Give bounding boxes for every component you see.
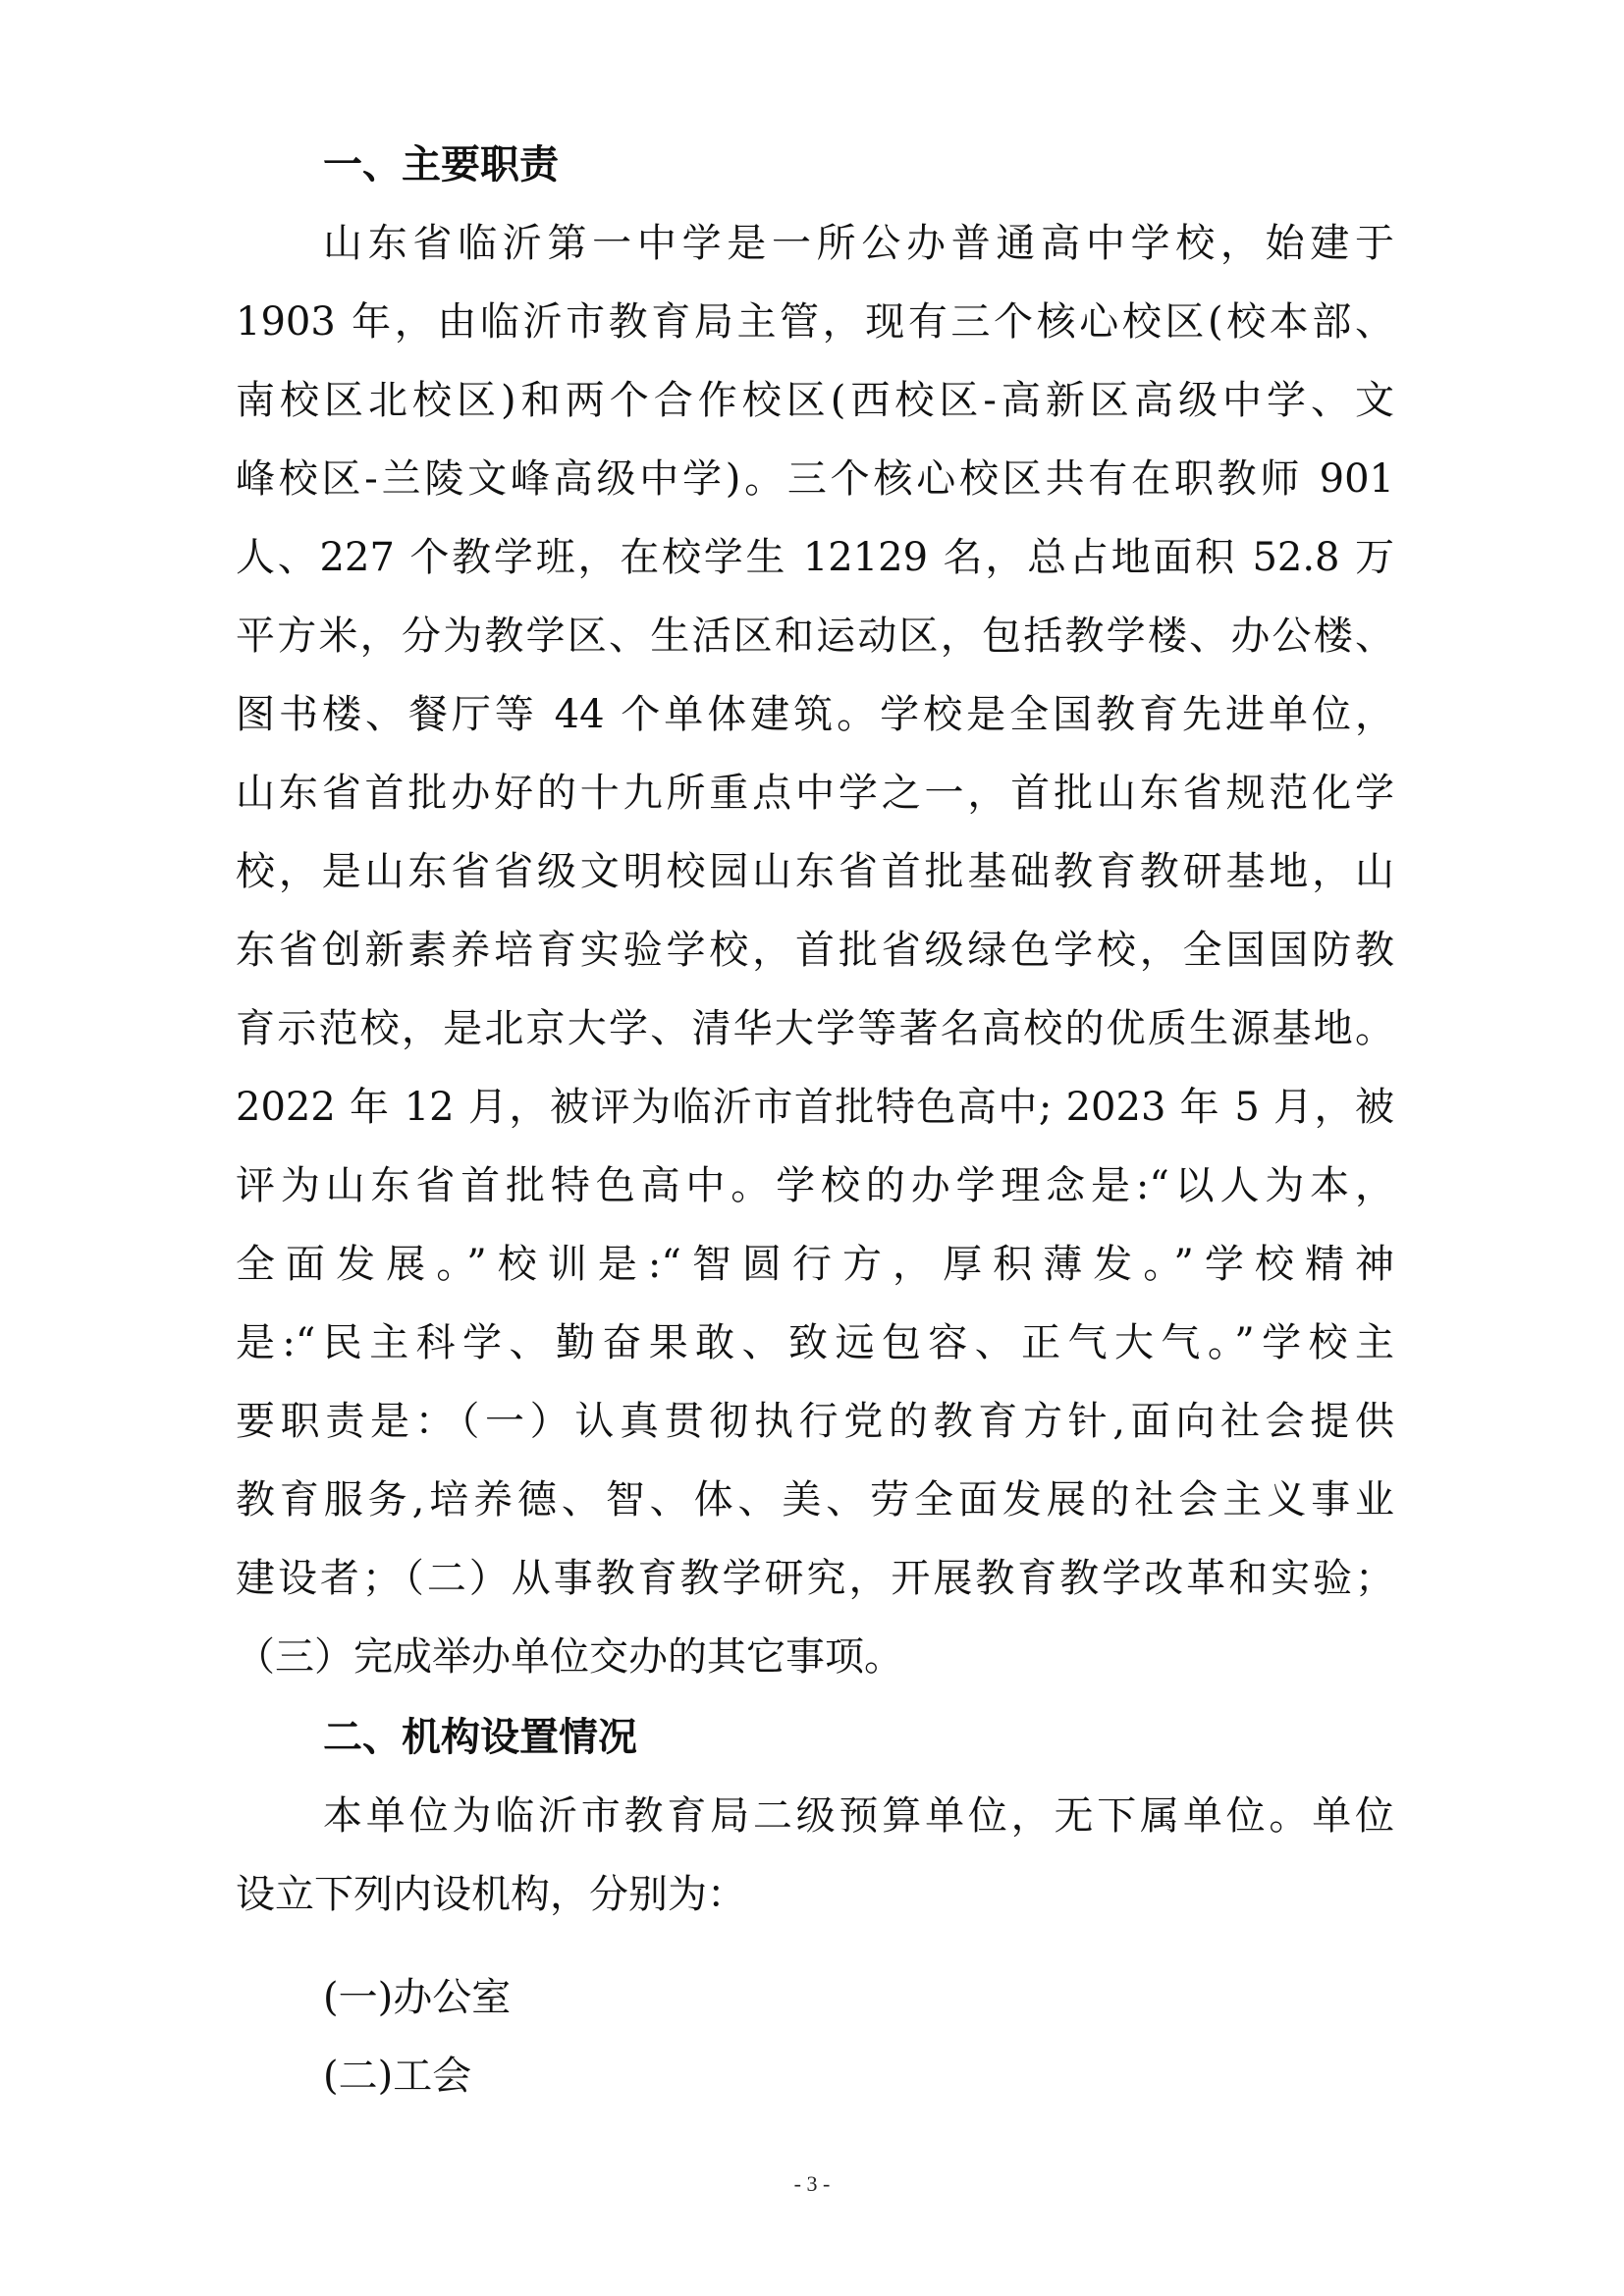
section-heading-organization: 二、机构设置情况 <box>323 1715 637 1760</box>
paragraph-line: 1903 年，由临沂市教育局主管，现有三个核心校区(校本部、 <box>236 299 1394 345</box>
list-item-union: (二)工会 <box>323 2054 472 2099</box>
section-body-main-duties <box>236 204 1394 1696</box>
section-body-organization <box>236 1777 1394 1934</box>
paragraph-line: 峰校区-兰陵文峰高级中学)。三个核心校区共有在职教师 901 <box>236 456 1394 502</box>
paragraph-line: 是:“民主科学、勤奋果敢、致远包容、正气大气。”学校主 <box>236 1320 1394 1365</box>
paragraph-line: 设立下列内设机构，分别为： <box>236 1872 746 1917</box>
paragraph-line: 人、227 个教学班，在校学生 12129 名，总占地面积 52.8 万 <box>236 535 1394 580</box>
paragraph-line: 平方米，分为教学区、生活区和运动区，包括教学楼、办公楼、 <box>236 614 1394 659</box>
paragraph-line: 育示范校，是北京大学、清华大学等著名高校的优质生源基地。 <box>236 1006 1394 1051</box>
paragraph-line: 建设者；（二）从事教育教学研究，开展教育教学改革和实验； <box>236 1556 1394 1601</box>
page-number: - 3 - <box>793 2171 831 2196</box>
paragraph-line: 要职责是：（一）认真贯彻执行党的教育方针,面向社会提供 <box>236 1399 1394 1444</box>
section-heading-main-duties: 一、主要职责 <box>323 142 559 187</box>
paragraph-line: 本单位为临沂市教育局二级预算单位，无下属单位。单位 <box>323 1793 1394 1839</box>
paragraph-line: 全面发展。”校训是:“智圆行方，厚积薄发。”学校精神 <box>236 1242 1394 1287</box>
paragraph-line: 南校区北校区)和两个合作校区(西校区-高新区高级中学、文 <box>236 378 1394 423</box>
paragraph-line: 山东省首批办好的十九所重点中学之一，首批山东省规范化学 <box>236 771 1394 816</box>
paragraph-line: 山东省临沂第一中学是一所公办普通高中学校，始建于 <box>323 221 1394 266</box>
list-item-office: (一)办公室 <box>323 1975 512 2020</box>
paragraph-line: （三）完成举办单位交办的其它事项。 <box>236 1634 903 1680</box>
paragraph-line: 东省创新素养培育实验学校，首批省级绿色学校，全国国防教 <box>236 928 1394 973</box>
paragraph-line: 评为山东省首批特色高中。学校的办学理念是:“以人为本， <box>236 1163 1394 1208</box>
paragraph-line: 校，是山东省省级文明校园山东省首批基础教育教研基地，山 <box>236 849 1394 894</box>
paragraph-line: 图书楼、餐厅等 44 个单体建筑。学校是全国教育先进单位， <box>236 692 1394 737</box>
paragraph-line: 教育服务,培养德、智、体、美、劳全面发展的社会主义事业 <box>236 1477 1394 1522</box>
paragraph-line: 2022 年 12 月，被评为临沂市首批特色高中; 2023 年 5 月，被 <box>236 1085 1394 1130</box>
